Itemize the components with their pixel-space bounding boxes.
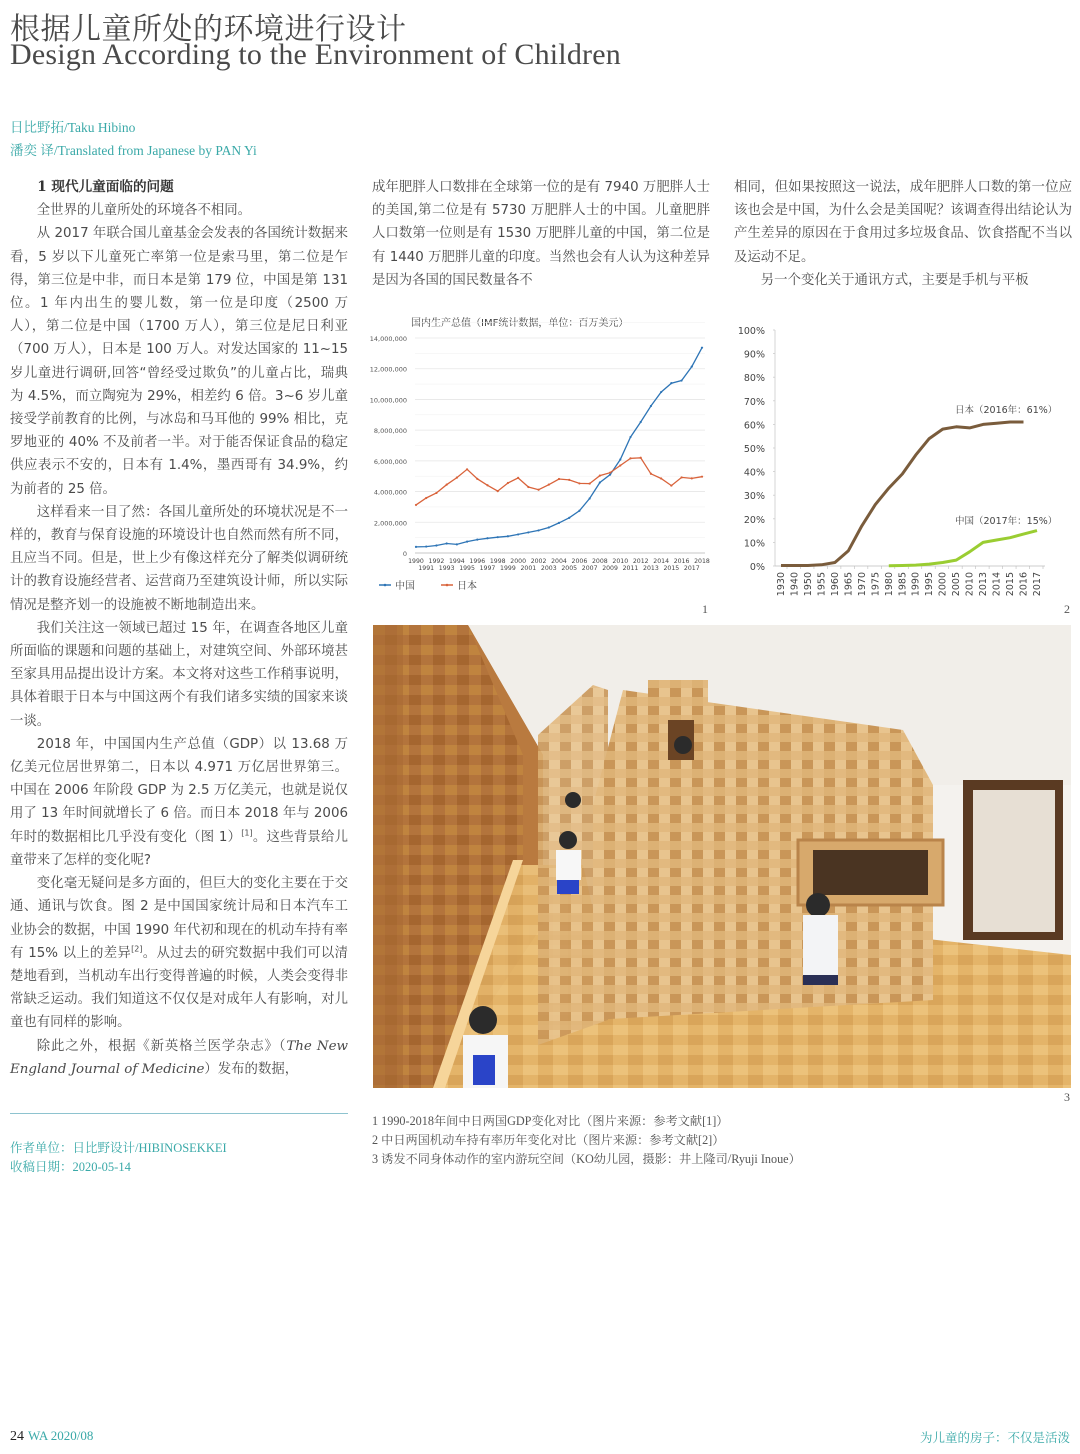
- x-tick-label: 1995: [924, 572, 936, 597]
- vehicle-ownership-line-chart: [725, 315, 1080, 605]
- section-title-footer: 为儿童的房子：不仅是活泼: [919, 1430, 1070, 1445]
- x-tick-label: 1980: [883, 572, 895, 597]
- y-tick-label: 10,000,000: [369, 396, 407, 405]
- legend-label: 中国: [395, 581, 415, 592]
- y-tick-label: 20%: [743, 514, 765, 526]
- x-tick-label: 1990: [408, 558, 424, 565]
- paragraph-text: 变化毫无疑问是多方面的，但巨大的变化主要在于交通、通讯与饮食。图 2 是中国国家统计局和日本汽车工业协会的数据，中国 1990 年代初和现在的机动车持有率有 15% 以上的差异: [10, 876, 348, 961]
- x-tick-label: 1975: [870, 572, 882, 597]
- x-tick-label: 1999: [500, 565, 516, 572]
- y-tick-label: 0%: [749, 562, 765, 573]
- y-tick-label: 4,000,000: [373, 488, 407, 497]
- y-tick-label: 70%: [743, 396, 765, 408]
- annotation-japan: 日本（2016年：61%）: [955, 405, 1058, 416]
- section-heading: 1 现代儿童面临的问题: [37, 179, 174, 195]
- x-tick-label: 2008: [591, 558, 608, 565]
- x-tick-label: 1994: [448, 558, 465, 565]
- paragraph-text: 。这些背景给儿童带来了怎样的变化呢?: [10, 829, 349, 868]
- reference-marker: [1]: [241, 828, 253, 838]
- y-tick-label: 90%: [743, 349, 765, 361]
- x-tick-label: 2013: [978, 572, 990, 597]
- kindergarten-playroom-image: [373, 625, 1071, 1088]
- y-tick-label: 8,000,000: [373, 427, 407, 436]
- paragraph-text: 除此之外，根据《新英格兰医学杂志》（: [36, 1038, 287, 1054]
- article-column-1: [10, 176, 348, 1081]
- y-tick-label: 50%: [743, 444, 765, 455]
- y-tick-label: 12,000,000: [369, 365, 407, 374]
- author-byline: 日比野拓/Taku Hibino: [10, 120, 136, 135]
- author-affiliation: 作者单位：日比野设计/HIBINOSEKKEI: [10, 1141, 227, 1155]
- x-tick-label: 2011: [622, 565, 639, 572]
- y-tick-label: 2,000,000: [373, 519, 407, 528]
- divider: [10, 1113, 348, 1114]
- y-tick-label: 60%: [743, 420, 765, 432]
- paragraph: 这样看来一目了然：各国儿童所处的环境状况是不一样的，教育与保育设施的环境设计也自然而然有所不同，且应当不同。但是，世上少有像这样充分了解类似调研统计的教育设施经营者、运营商乃至建筑设计师，所以实际情况是整齐划一的设施被不断地制造出来。: [10, 504, 348, 613]
- x-tick-label: 1955: [816, 572, 828, 597]
- x-tick-label: 2017: [1032, 572, 1043, 597]
- series-line: [416, 348, 702, 547]
- x-tick-label: 2005: [951, 572, 963, 597]
- received-date: 收稿日期：2020-05-14: [10, 1160, 131, 1174]
- x-tick-label: 1998: [489, 558, 506, 565]
- figure-3-photo: [373, 625, 1071, 1088]
- legend-label: 日本: [457, 581, 477, 592]
- article-title-english: Design According to the Environment of Children: [10, 38, 621, 71]
- x-tick-label: 2016: [1018, 572, 1030, 597]
- paragraph: [10, 733, 348, 872]
- x-tick-label: 2013: [643, 565, 659, 572]
- y-tick-label: 80%: [743, 373, 765, 385]
- x-tick-label: 1970: [856, 572, 868, 597]
- y-tick-label: 6,000,000: [373, 457, 407, 466]
- y-tick-label: 40%: [743, 467, 765, 479]
- x-tick-label: 1950: [802, 572, 814, 597]
- x-tick-label: 1985: [897, 572, 909, 597]
- x-tick-label: 2001: [520, 565, 537, 572]
- paragraph: [10, 872, 348, 1034]
- figure-2-vehicle-chart: [725, 315, 1080, 605]
- x-tick-label: 1960: [829, 572, 841, 597]
- footer-left: [10, 1428, 93, 1445]
- journal-name: The New England Journal of Medicine: [10, 1038, 348, 1077]
- chart-title: 国内生产总值（IMF统计数据，单位：百万美元）: [411, 318, 629, 329]
- x-tick-label: 2010: [612, 558, 629, 565]
- paragraph-text: ）发布的数据，: [204, 1061, 299, 1077]
- x-tick-label: 2003: [540, 565, 557, 572]
- series-line: [416, 458, 702, 505]
- x-tick-label: 2015: [663, 565, 680, 572]
- figure-number: 2: [1064, 602, 1070, 616]
- paragraph: 相同，但如果按照这一说法，成年肥胖人口数的第一位应该也会是中国，为什么会是美国呢？该调查得出结论认为产生差异的原因在于食用过多垃圾食品、饮食搭配不当以及运动不足。: [734, 180, 1072, 265]
- x-tick-label: 2016: [673, 558, 690, 565]
- x-tick-label: 2010: [964, 572, 976, 597]
- y-tick-label: 100%: [737, 326, 765, 337]
- caption-figure-2: 2 中日两国机动车持有率历年变化对比（图片来源：参考文献[2]）: [372, 1133, 725, 1147]
- figure-1-gdp-chart: [365, 310, 715, 600]
- reference-marker: [2]: [131, 944, 143, 954]
- x-tick-label: 2007: [581, 565, 598, 572]
- x-tick-label: 1990: [910, 572, 922, 597]
- series-line: [781, 422, 1024, 566]
- annotation-china: 中国（2017年：15%）: [955, 516, 1058, 527]
- x-tick-label: 1993: [438, 565, 455, 572]
- x-tick-label: 2018: [694, 558, 710, 565]
- paragraph-text: 2018 年，中国国内生产总值（GDP）以 13.68 万亿美元位居世界第二，日本以 4.971 万亿居世界第三。中国在 2006 年阶段 GDP 为 2.5 万亿美元，也就是说仅用了 13 年时间就增长了 6 倍。而日本 2018 年与 2006 年时的数据相比几乎没有变化（图 1）: [10, 736, 348, 845]
- y-tick-label: 30%: [743, 491, 765, 503]
- x-tick-label: 1997: [479, 565, 496, 572]
- page-number: 24: [10, 1429, 24, 1444]
- x-tick-label: 2000: [510, 558, 527, 565]
- x-tick-label: 2015: [1005, 572, 1017, 597]
- figure-captions: [372, 1112, 801, 1169]
- article-column-2: [372, 176, 710, 292]
- paragraph: [10, 1035, 348, 1081]
- x-tick-label: 1991: [418, 565, 435, 572]
- x-tick-label: 1995: [459, 565, 475, 572]
- x-tick-label: 2006: [571, 558, 588, 565]
- x-tick-label: 2017: [683, 565, 700, 572]
- x-tick-label: 2002: [530, 558, 547, 565]
- issue-label: WA 2020/08: [28, 1428, 94, 1443]
- gdp-line-chart: [365, 310, 715, 600]
- x-tick-label: 1996: [469, 558, 486, 565]
- y-tick-label: 14,000,000: [369, 335, 407, 343]
- y-tick-label: 0: [402, 550, 407, 558]
- paragraph: 另一个变化关于通讯方式，主要是手机与平板: [760, 272, 1029, 288]
- paragraph-text: 。从过去的研究数据中我们可以清楚地看到，当机动车出行变得普遍的时候，人类会变得非常缺乏运动。我们知道这不仅仅是对成年人有影响，对儿童也有同样的影响。: [10, 945, 349, 1031]
- paragraph: 我们关注这一领域已超过 15 年，在调查各地区儿童所面临的课题和问题的基础上，对建筑空间、外部环境甚至家具用品提出设计方案。本文将对这些工作稍事说明，具体着眼于日本与中国这两个有我们诸多实绩的国家来谈一谈。: [10, 620, 348, 729]
- paragraph: 成年肥胖人口数排在全球第一位的是有 7940 万肥胖人士的美国,第二位是有 5730 万肥胖人士的中国。儿童肥胖人口数第一位则是有 1530 万肥胖儿童的中国，第二位是有 1440 万肥胖儿童的印度。当然也会有人认为这种差异是因为各国的国民数量各不: [372, 180, 710, 288]
- translator-byline: 潘奕 译/Translated from Japanese by PAN Yi: [10, 143, 257, 158]
- x-tick-label: 2014: [653, 558, 670, 565]
- x-tick-label: 2014: [991, 572, 1003, 597]
- caption-figure-3: 3 诱发不同身体动作的室内游玩空间（KO幼儿园，摄影：井上隆司/Ryuji Inoue）: [372, 1152, 801, 1166]
- article-title-chinese: 根据儿童所处的环境进行设计: [10, 12, 407, 47]
- y-tick-label: 10%: [743, 538, 765, 550]
- x-tick-label: 1992: [428, 558, 445, 565]
- x-tick-label: 2012: [632, 558, 649, 565]
- series-line: [889, 531, 1037, 566]
- article-column-3: [734, 176, 1072, 292]
- caption-figure-1: 1 1990-2018年间中日两国GDP变化对比（图片来源：参考文献[1]）: [372, 1114, 729, 1128]
- x-tick-label: 1965: [843, 572, 855, 597]
- paragraph: 全世界的儿童所处的环境各不相同。: [36, 203, 252, 219]
- x-tick-label: 1940: [789, 572, 801, 597]
- x-tick-label: 1930: [776, 572, 787, 597]
- x-tick-label: 2004: [551, 558, 567, 565]
- paragraph: 从 2017 年联合国儿童基金会发表的各国统计数据来看，5 岁以下儿童死亡率第一位是索马里，第二位是乍得，第三位是中非，而日本是第 179 位，中国是第 131 位。1 年内出生的婴儿数，第一位是印度（2500 万人），第二位是中国（1700 万人），第三位是尼日利亚（700 万人），日本是 100 万人。对发达国家的 11~15 岁儿童进行调研,回答“曾经受过欺负”的儿童占比，瑞典为 4.5%，而立陶宛为 29%，相差约 6 倍。3~6 岁儿童接受学前教育的比例，与冰岛和马耳他的 99% 相比，克罗地亚的 40% 不及前者一半。对于能否保证食品的稳定供应表示不安的，日本有 1.4%，墨西哥有 34.9%，约为前者的 25 倍。: [10, 226, 348, 497]
- x-tick-label: 2005: [561, 565, 578, 572]
- figure-number: 3: [1064, 1090, 1070, 1104]
- x-tick-label: 2009: [602, 565, 618, 572]
- figure-number: 1: [702, 602, 708, 616]
- x-tick-label: 2000: [937, 572, 949, 597]
